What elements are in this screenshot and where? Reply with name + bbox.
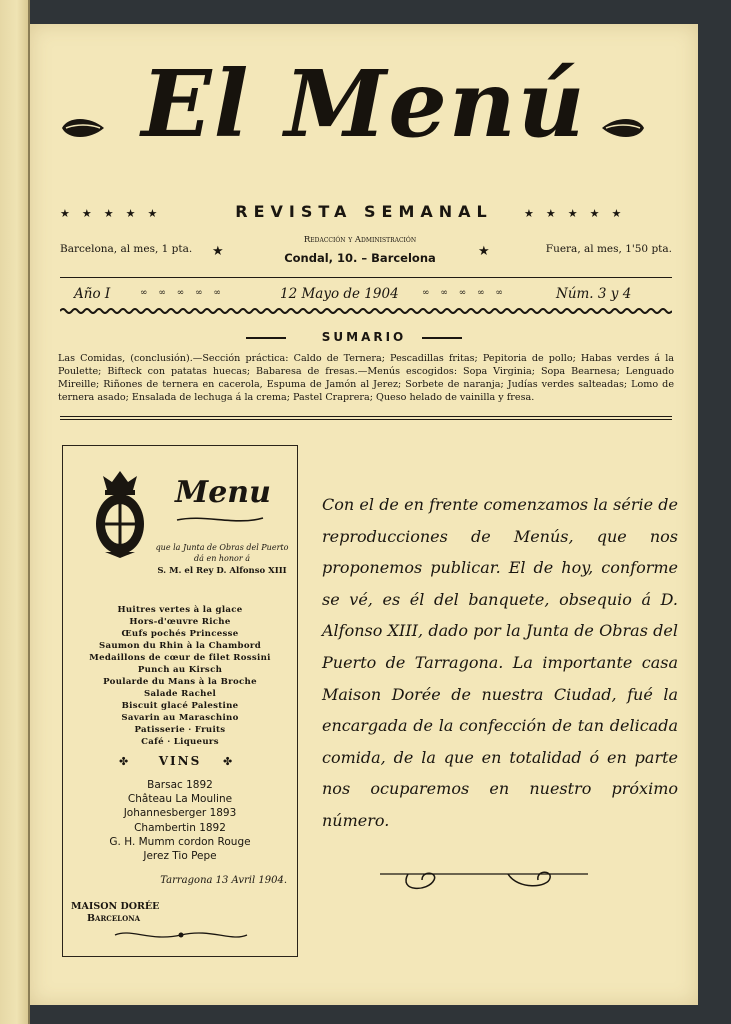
caterer-name: MAISON DORÉE — [71, 901, 160, 912]
dish-item: Hors-d'œuvre Riche — [129, 617, 231, 627]
card-bottom-flourish-icon — [111, 928, 251, 942]
dash-ornament-icon: ∞ ∞ ∞ ∞ ∞ — [140, 288, 225, 298]
dish-item: Café · Liqueurs — [141, 737, 219, 747]
star-divider-icon: ★ — [212, 244, 224, 259]
price-abroad: Fuera, al mes, 1'50 pta. — [545, 243, 672, 255]
book-spine — [0, 0, 30, 1024]
wavy-rule — [60, 307, 672, 315]
end-flourish-icon — [378, 862, 590, 894]
price-local: Barcelona, al mes, 1 pta. — [60, 243, 193, 255]
sumario-text: Las Comidas, (conclusión).—Sección práctica: Caldo de Ternera; Pescadillas fritas; Pepitoria de pollo; Habas verdes á la Poulette; Bifteck con patatas huecas; Babaresa de fresas.—Menús escogidos: Sopa Virginia; Sopa Bearnesa; Lenguado Mireille; Riñones de ternera en cacerola, Espuma de Jamón al Jerez; Sorbete de naranja; Judías verdes salteadas; Lomo de ternera asado; Ensalada de lechuga á la crema; Pastel Craprera; Queso helado de vainilla y fresa. — [58, 353, 674, 403]
vins-ornament-right-icon: ✤ — [223, 755, 233, 768]
rule — [60, 277, 672, 278]
stars-ornament-left-icon: ★★★★★ — [60, 207, 170, 220]
dish-item: Biscuit glacé Palestine — [121, 701, 239, 711]
royal-coat-of-arms-icon — [93, 468, 147, 560]
wine-item: G. H. Mumm cordon Rouge — [109, 835, 251, 848]
menu-heading: Menu — [175, 475, 271, 510]
dish-list — [63, 604, 297, 748]
dish-item: Savarin au Maraschino — [121, 713, 239, 723]
rule — [60, 419, 672, 420]
dish-item: Saumon du Rhin à la Chambord — [98, 641, 262, 651]
star-divider-icon: ★ — [478, 244, 490, 259]
rule — [60, 416, 672, 417]
vins-ornament-left-icon: ✤ — [119, 755, 129, 768]
dish-item: Medaillons de cœur de filet Rossini — [89, 653, 271, 663]
issue-number: Núm. 3 y 4 — [556, 286, 632, 302]
magazine-page — [30, 24, 698, 1005]
menu-card — [62, 445, 298, 957]
sumario-title: SUMARIO — [321, 330, 407, 344]
wine-item: Château La Mouline — [127, 793, 233, 806]
masthead-subtitle: REVISTA SEMANAL — [235, 202, 493, 221]
wines-title: VINS — [158, 754, 202, 768]
article-text: Con el de en frente comenzamos la série de reproducciones de Menús, que nos proponemos publicar. El de hoy, conforme se vé, es él del banquete, obsequio á D. Alfonso XIII, dado por la Junta de Obras del Puerto de Tarragona. La importante casa Maison Dorée de nuestra Ciudad, fué la encargada de la confección de tan delicada comida, de la que en totalidad ó en parte nos ocuparemos en nuestro próximo número. — [322, 495, 678, 830]
wine-item: Johannesberger 1893 — [123, 807, 237, 820]
dish-item: Salade Rachel — [143, 689, 217, 699]
admin-address: Condal, 10. – Barcelona — [284, 251, 436, 265]
caterer — [71, 901, 159, 925]
honor-name: S. M. el Rey D. Alfonso XIII — [157, 566, 287, 576]
dish-item: Œufs pochés Princesse — [121, 629, 239, 639]
issue-date: 12 Mayo de 1904 — [280, 286, 399, 302]
dash-ornament-icon: ∞ ∞ ∞ ∞ ∞ — [422, 288, 507, 298]
card-place-date: Tarragona 13 Avril 1904. — [160, 875, 287, 886]
wine-item: Barsac 1892 — [147, 779, 213, 791]
caterer-city: Barcelona — [87, 913, 141, 924]
leaf-ornament-right-icon — [600, 114, 646, 142]
wine-item: Jerez Tio Pepe — [143, 850, 217, 863]
dish-item: Huitres vertes à la glace — [117, 605, 243, 615]
flourish-icon — [175, 512, 265, 528]
stars-ornament-right-icon: ★★★★★ — [524, 207, 634, 220]
sumario-dash-right — [422, 337, 462, 339]
dish-item: Poularde du Mans à la Broche — [103, 677, 257, 687]
year-label: Año I — [74, 286, 111, 302]
dish-item: Punch au Kirsch — [137, 665, 223, 675]
wine-item: Chambertin 1892 — [134, 821, 226, 834]
honor-line: que la Junta de Obras del Puerto dá en honor á — [155, 543, 289, 563]
admin-label: Redacción y Administración — [303, 235, 417, 245]
masthead-title: El Menú — [141, 50, 587, 158]
dish-item: Patisserie · Fruits — [134, 725, 226, 735]
wine-list — [63, 778, 297, 863]
